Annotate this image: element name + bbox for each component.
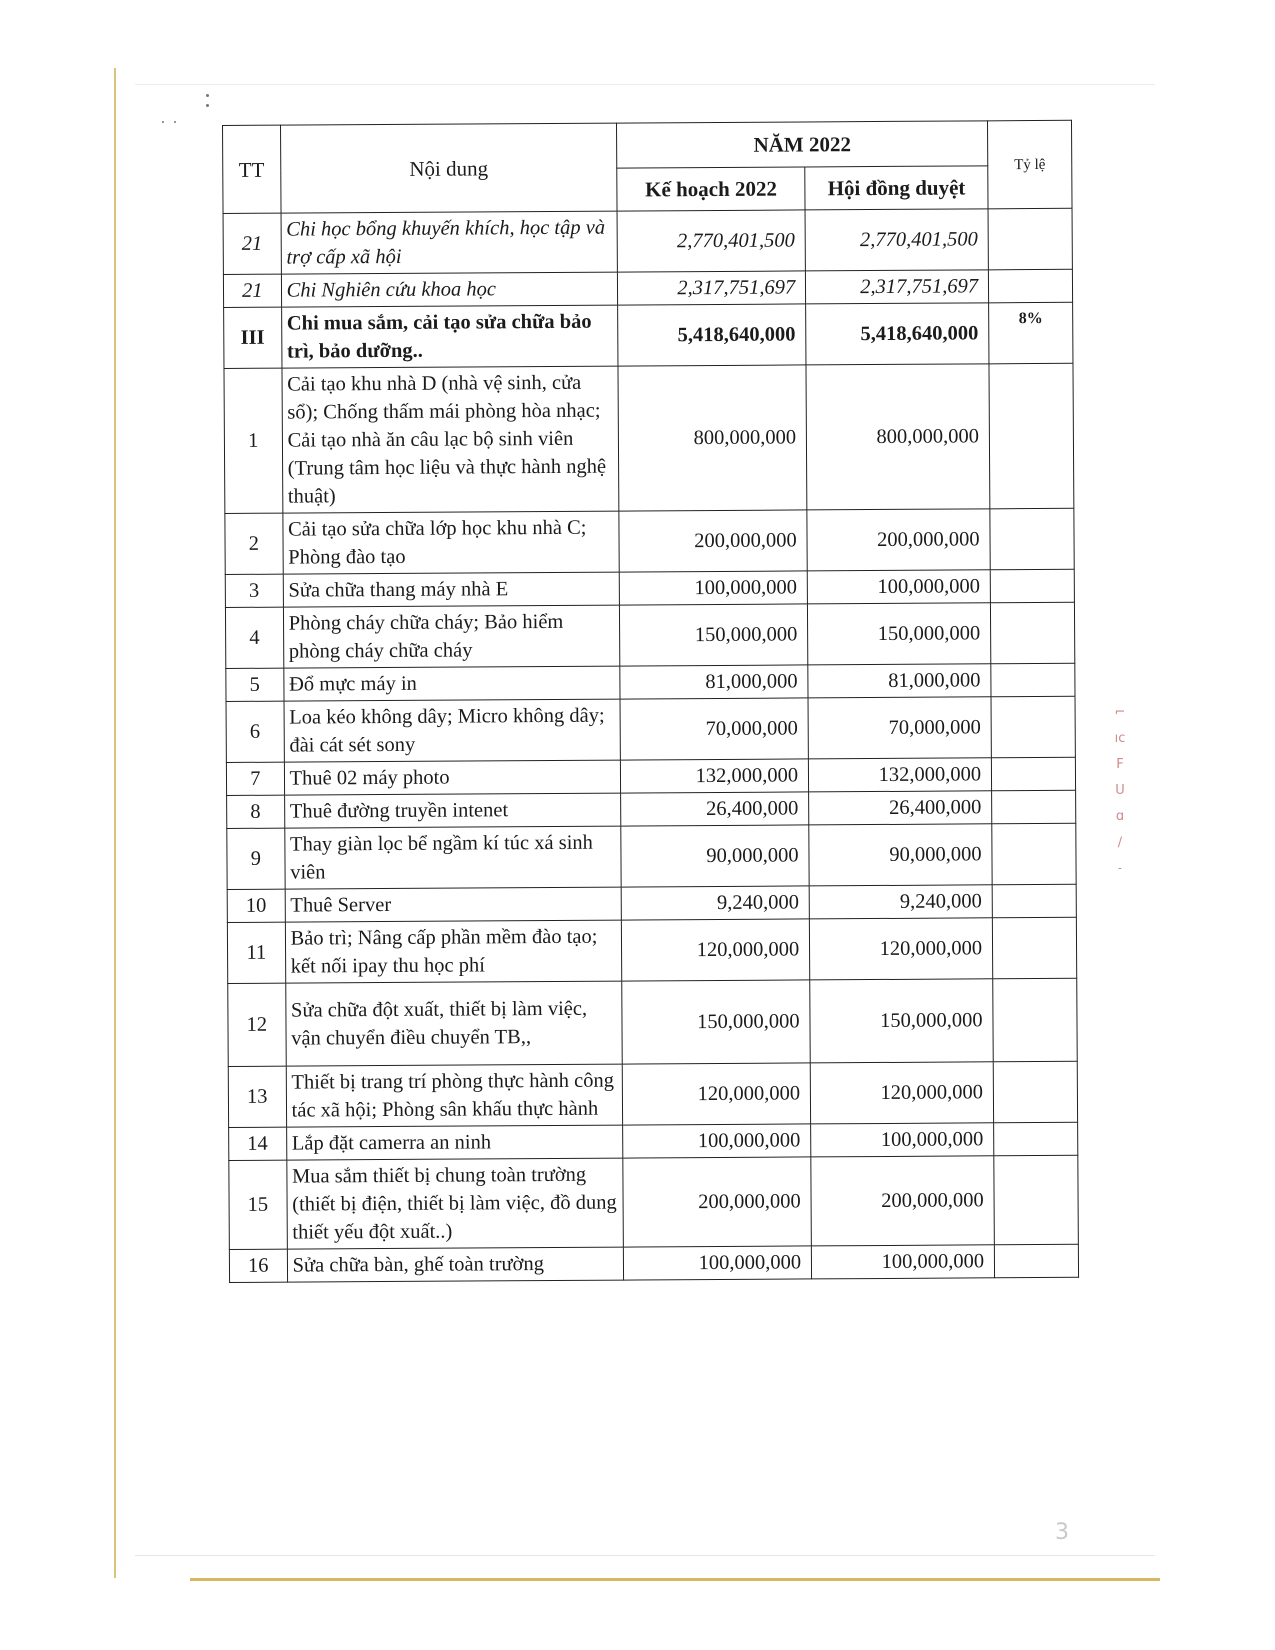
table-row [228,1061,1077,1127]
row-content: Thuê đường truyền intenet [284,793,621,828]
table-row [224,302,1073,368]
table-row [227,790,1076,828]
row-content: Sửa chữa thang máy nhà E [283,572,620,607]
row-plan: 81,000,000 [620,665,808,699]
table-row [227,823,1076,889]
row-plan: 200,000,000 [619,510,807,572]
row-approved: 120,000,000 [810,1062,993,1124]
row-ratio [994,1244,1078,1278]
row-tt: 14 [229,1127,287,1160]
row-approved: 9,240,000 [809,885,992,919]
row-tt: 6 [226,701,284,762]
table-row [225,602,1074,668]
scan-dot [206,104,209,107]
row-tt: 12 [228,983,286,1066]
header-year: NĂM 2022 [617,121,988,168]
table-row [227,884,1076,922]
table-row [228,978,1077,1066]
row-tt: 5 [226,668,284,701]
row-content: Thuê Server [285,887,622,922]
row-approved: 200,000,000 [807,509,990,571]
row-plan: 100,000,000 [624,1246,812,1280]
row-content: Cải tạo sửa chữa lớp học khu nhà C; Phòng đào tạo [282,511,619,574]
table-row [225,569,1074,607]
row-content: Chi mua sắm, cải tạo sửa chữa bảo trì, bảo dưỡng.. [281,305,618,368]
table-row [226,757,1075,795]
row-approved: 800,000,000 [806,364,990,510]
row-ratio [991,757,1075,791]
header-approved: Hội đồng duyệt [805,166,988,210]
page-edge-left [114,68,116,1578]
row-ratio [991,696,1075,758]
row-tt: 13 [228,1066,286,1127]
row-approved: 100,000,000 [812,1245,995,1279]
budget-table [222,120,1079,1283]
row-tt: 10 [227,889,285,922]
row-ratio: 8% [989,302,1073,364]
row-content: Đổ mực máy in [283,666,620,701]
page-number: 3 [1055,1520,1069,1545]
row-ratio [994,1155,1078,1245]
row-ratio [990,508,1074,570]
table-row [225,508,1074,574]
row-content: Thay giàn lọc bể ngầm kí túc xá sinh viên [284,826,621,889]
row-content: Phòng cháy chữa cháy; Bảo hiểm phòng cháy chữa cháy [283,605,620,668]
row-approved: 100,000,000 [811,1123,994,1157]
header-tt: TT [223,125,281,213]
row-approved: 100,000,000 [807,570,990,604]
row-tt: 2 [225,513,283,574]
table-body [223,208,1079,1282]
row-content: Thuê 02 máy photo [284,760,621,795]
row-tt: 11 [227,922,285,983]
row-content: Lắp đặt camerra an ninh [286,1125,623,1160]
row-content: Bảo trì; Nâng cấp phần mềm đào tạo; kết nối ipay thu học phí [285,920,622,983]
row-plan: 800,000,000 [618,365,807,511]
row-tt: III [224,307,282,368]
header-ratio: Tỷ lệ [988,120,1072,209]
row-ratio [988,269,1072,303]
table-row [227,917,1076,983]
row-tt: 1 [224,368,282,513]
row-ratio [992,917,1076,979]
row-plan: 90,000,000 [621,825,809,887]
table-row [226,663,1075,701]
row-approved: 70,000,000 [808,697,991,759]
header-content: Nội dung [280,123,617,213]
row-tt: 21 [223,213,281,274]
row-tt: 3 [225,574,283,607]
row-approved: 81,000,000 [808,664,991,698]
row-content: Sửa chữa đột xuất, thiết bị làm việc, vận chuyển điều chuyển TB,, [285,981,622,1066]
row-ratio [993,1061,1077,1123]
row-plan: 9,240,000 [621,886,809,920]
row-plan: 120,000,000 [622,1063,810,1125]
table-header [223,120,1073,213]
row-approved: 150,000,000 [810,979,993,1063]
row-plan: 150,000,000 [620,604,808,666]
row-content: Chi học bổng khuyến khích, học tập và trợ cấp xã hội [281,211,618,274]
scan-top-line [135,84,1155,85]
table-row [229,1155,1079,1249]
row-ratio [991,663,1075,697]
row-approved: 120,000,000 [810,918,993,980]
row-plan: 2,317,751,697 [618,271,806,305]
row-plan: 5,418,640,000 [618,304,806,366]
scan-dot [162,121,164,123]
table-row [226,696,1075,762]
row-approved: 2,770,401,500 [805,209,988,271]
table-row [229,1122,1078,1160]
row-content: Chi Nghiên cứu khoa học [281,272,618,307]
table-row [224,363,1074,513]
row-plan: 150,000,000 [622,980,810,1064]
row-content: Sửa chữa bàn, ghế toàn trường [287,1247,624,1282]
page-edge-bottom [190,1578,1160,1581]
row-approved: 2,317,751,697 [806,270,989,304]
row-tt: 15 [229,1160,287,1249]
row-ratio [993,978,1077,1062]
row-approved: 5,418,640,000 [806,303,989,365]
scan-bottom-line [135,1555,1155,1556]
table-row [223,208,1072,274]
row-plan: 2,770,401,500 [617,210,805,272]
row-ratio [988,208,1072,270]
row-ratio [989,363,1074,509]
row-plan: 100,000,000 [623,1124,811,1158]
scan-dot [206,94,209,97]
row-plan: 132,000,000 [621,759,809,793]
row-ratio [990,569,1074,603]
table-row [223,269,1072,307]
header-plan: Kế hoạch 2022 [617,167,805,211]
row-content: Loa kéo không dây; Micro không dây; đài cát sét sony [284,699,621,762]
row-tt: 8 [227,795,285,828]
row-plan: 26,400,000 [621,792,809,826]
row-content: Mua sắm thiết bị chung toàn trường (thiết bị điện, thiết bị làm việc, đồ dung thiết yếu đột xuất..) [286,1158,623,1249]
table-row [229,1244,1078,1282]
row-approved: 26,400,000 [809,791,992,825]
row-ratio [994,1122,1078,1156]
row-content: Thiết bị trang trí phòng thực hành công tác xã hội; Phòng sân khấu thực hành [286,1064,623,1127]
row-tt: 9 [227,828,285,889]
scan-dot [174,121,176,123]
row-plan: 200,000,000 [623,1157,812,1247]
row-tt: 21 [223,274,281,307]
row-approved: 90,000,000 [809,824,992,886]
row-tt: 4 [225,607,283,668]
row-ratio [991,602,1075,664]
row-ratio [992,884,1076,918]
row-approved: 132,000,000 [809,758,992,792]
margin-marks: ⌐ ıc F U ɑ ∕ ˗ [1114,705,1126,876]
row-approved: 200,000,000 [811,1156,994,1246]
row-ratio [992,790,1076,824]
row-tt: 7 [226,762,284,795]
row-plan: 120,000,000 [622,919,810,981]
row-plan: 100,000,000 [619,571,807,605]
row-ratio [992,823,1076,885]
row-content: Cải tạo khu nhà D (nhà vệ sinh, cửa sổ); Chống thấm mái phòng hòa nhạc; Cải tạo nhà ăn câu lạc bộ sinh viên (Trung tâm học liệu và thực hành nghệ thuật) [282,366,619,513]
row-approved: 150,000,000 [808,603,991,665]
row-plan: 70,000,000 [620,698,808,760]
row-tt: 16 [229,1249,287,1282]
